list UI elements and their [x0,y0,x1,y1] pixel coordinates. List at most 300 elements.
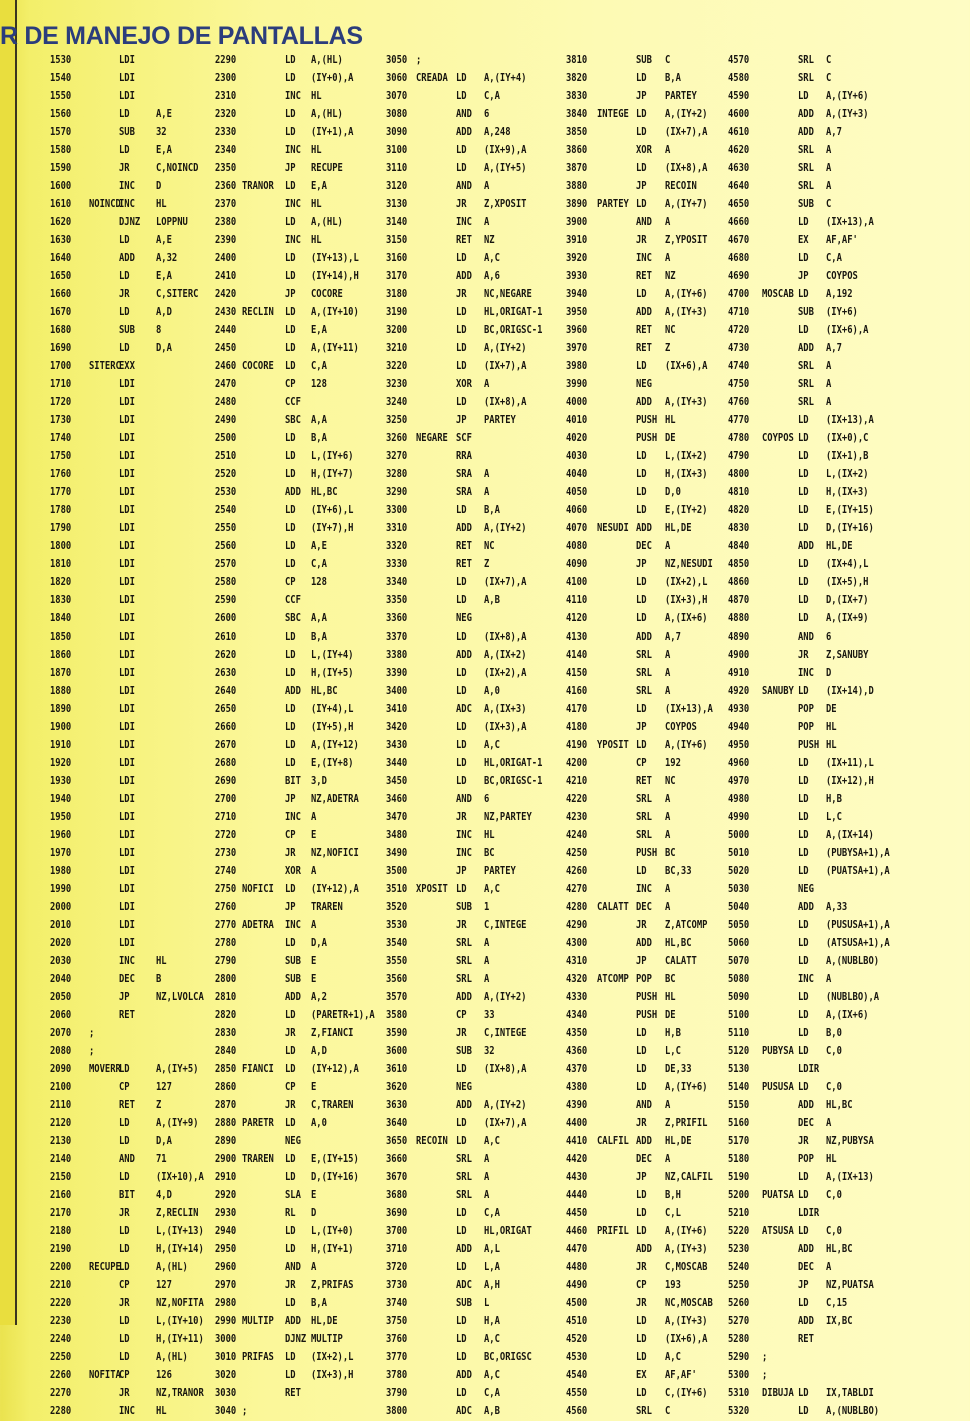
operand: Z,FIANCI [311,1026,354,1039]
line-number: 5110 [728,1026,750,1039]
operand: (IX+8),A [484,1062,527,1075]
opcode: LD [456,576,467,589]
opcode: CP [285,576,296,589]
operand: NC,NEGARE [484,288,532,301]
operand: (IX+2),L [311,1351,354,1364]
opcode: LD [456,1134,467,1147]
label: SITERC [89,360,121,373]
opcode: SRL [798,396,814,409]
line-number: 4610 [728,126,750,139]
line-number: 1860 [50,648,72,661]
page-title: R DE MANEJO DE PANTALLAS [0,22,363,50]
opcode: LD [456,1333,467,1346]
operand: A [665,792,671,805]
line-number: 1910 [50,738,72,751]
line-number: 4670 [728,234,750,247]
operand: 3,D [311,774,327,787]
line-number: 1990 [50,882,72,895]
operand: D,A [156,1134,172,1147]
operand: A,C [484,738,500,751]
operand: A,(IY+3) [665,1243,708,1256]
line-number: 1760 [50,468,72,481]
opcode: JR [456,198,467,211]
line-number: 3420 [386,720,408,733]
line-number: 5030 [728,882,750,895]
line-number: 4410 [566,1134,588,1147]
line-number: 3040 [215,1405,237,1418]
opcode: JR [285,1026,296,1039]
opcode: LDI [119,900,135,913]
opcode: RET [636,324,652,337]
opcode: ADC [456,1405,472,1418]
line-number: 1580 [50,144,72,157]
opcode: JR [119,162,130,175]
operand: A,(HL) [311,216,343,229]
operand: A,C [484,1333,500,1346]
line-number: 1840 [50,612,72,625]
opcode: SLA [285,1188,301,1201]
line-number: 3090 [386,126,408,139]
line-number: 3140 [386,216,408,229]
operand: H,B [826,792,842,805]
line-number: 4630 [728,162,750,175]
opcode: JR [798,648,809,661]
operand: A,(IY+12) [311,738,359,751]
opcode: LD [798,684,809,697]
line-number: 3020 [215,1369,237,1382]
operand: HL,ORIGAT [484,1225,532,1238]
line-number: 1780 [50,504,72,517]
label: ATSUSA [762,1225,794,1238]
label: COYPOS [762,432,794,445]
opcode: LD [456,1225,467,1238]
line-number: 4730 [728,342,750,355]
line-number: 3470 [386,810,408,823]
opcode: LD [456,1207,467,1219]
opcode: ADD [456,126,472,139]
line-number: 2470 [215,378,237,391]
operand: NC,MOSCAB [665,1297,713,1310]
line-number: 2410 [215,270,237,283]
opcode: LD [798,468,809,481]
line-number: 2990 [215,1315,237,1328]
line-number: 4510 [566,1315,588,1328]
label: RECLIN [242,306,274,319]
opcode: JP [636,1170,647,1183]
operand: A,B [484,594,500,607]
operand: D [156,180,162,193]
operand: BC [665,972,676,985]
line-number: 4160 [566,684,588,697]
line-number: 5270 [728,1315,750,1328]
line-number: 2110 [50,1098,72,1111]
opcode: JR [119,1207,130,1219]
opcode: LD [456,594,467,607]
line-number: 4530 [566,1351,588,1364]
line-number: 4370 [566,1062,588,1075]
operand: BC,33 [665,864,692,877]
operand: C,L [665,1207,681,1219]
opcode: INC [119,198,135,211]
line-number: 4840 [728,540,750,553]
opcode: DJNZ [285,1333,307,1346]
line-number: 5080 [728,972,750,985]
page-edge-bar [0,0,16,1325]
opcode: LDI [119,72,135,85]
opcode: LD [456,1387,467,1400]
line-number: 1680 [50,324,72,337]
opcode: JP [119,990,130,1003]
line-number: 5070 [728,954,750,967]
opcode: LD [119,1261,130,1274]
opcode: AND [636,1098,652,1111]
opcode: SRL [636,792,652,805]
line-number: 2720 [215,828,237,841]
operand: A,D [156,306,172,319]
opcode: LD [456,1062,467,1075]
line-number: 4940 [728,720,750,733]
line-number: 3220 [386,360,408,373]
label: COCORE [242,360,274,373]
line-number: 4550 [566,1387,588,1400]
operand: A,A [311,612,327,625]
operand: A,C [484,1134,500,1147]
operand: HL [665,414,676,427]
opcode: AND [456,792,472,805]
opcode: LD [119,1333,130,1346]
opcode: ADD [798,1243,814,1256]
operand: HL [156,1405,167,1418]
line-number: 5140 [728,1080,750,1093]
line-number: 3680 [386,1188,408,1201]
opcode: ADD [798,900,814,913]
operand: E,A [156,144,172,157]
opcode: INC [285,198,301,211]
opcode: SUB [119,126,135,139]
operand: HL [311,198,322,211]
line-number: 3530 [386,918,408,931]
operand: (IX+14),D [826,684,874,697]
line-number: 5060 [728,936,750,949]
operand: HL [311,90,322,103]
line-number: 3320 [386,540,408,553]
line-number: 2210 [50,1279,72,1292]
line-number: 1690 [50,342,72,355]
operand: NZ,CALFIL [665,1170,713,1183]
operand: 4,D [156,1188,172,1201]
line-number: 4560 [566,1405,588,1418]
opcode: LD [456,720,467,733]
operand: (IX+3),H [665,594,708,607]
label: DIBUJA [762,1387,794,1400]
label: MOVERR [89,1062,121,1075]
operand: L,(IX+2) [826,468,869,481]
label: INTEGE [597,108,629,121]
opcode: LD [636,1315,647,1328]
operand: HL [826,720,837,733]
opcode: SRL [798,54,814,66]
operand: B,A [311,630,327,643]
line-number: 3260 [386,432,408,445]
line-number: 1770 [50,486,72,499]
line-number: 4210 [566,774,588,787]
opcode: LD [285,522,296,535]
operand: C,A [311,558,327,571]
opcode: LD [285,648,296,661]
opcode: LD [636,1387,647,1400]
opcode: LDI [119,792,135,805]
line-number: 3480 [386,828,408,841]
operand: DE [665,1008,676,1021]
opcode: NEG [636,378,652,391]
operand: Z [484,558,490,571]
line-number: 4890 [728,630,750,643]
line-number: 3280 [386,468,408,481]
opcode: DEC [636,900,652,913]
opcode: LD [798,1188,809,1201]
operand: A,(HL) [156,1351,188,1364]
operand: A [665,1098,671,1111]
line-number: 4080 [566,540,588,553]
line-number: 5170 [728,1134,750,1147]
opcode: INC [285,90,301,103]
line-number: 4010 [566,414,588,427]
line-number: 2290 [215,54,237,66]
line-number: 4050 [566,486,588,499]
line-number: 3590 [386,1026,408,1039]
operand: (ATSUSA+1),A [826,936,890,949]
line-number: 4920 [728,684,750,697]
line-number: 5320 [728,1405,750,1418]
line-number: 3780 [386,1369,408,1382]
line-number: 4250 [566,846,588,859]
opcode: RRA [456,450,472,463]
opcode: LD [636,72,647,85]
opcode: LDI [119,720,135,733]
line-number: 2560 [215,540,237,553]
operand: A,(IY+5) [484,162,527,175]
line-number: 2920 [215,1188,237,1201]
line-number: 2730 [215,846,237,859]
opcode: JR [456,918,467,931]
opcode: LD [456,756,467,769]
line-number: 1660 [50,288,72,301]
line-number: 2710 [215,810,237,823]
line-number: 5000 [728,828,750,841]
operand: A [484,486,490,499]
operand: A [484,216,490,229]
opcode: LD [798,792,809,805]
opcode: LD [636,288,647,301]
line-number: 3770 [386,1351,408,1364]
operand: A,(IY+2) [484,522,527,535]
operand: IX,TABLDI [826,1387,874,1400]
line-number: 3630 [386,1098,408,1111]
line-number: 2430 [215,306,237,319]
operand: (IX+7),A [665,126,708,139]
line-number: 2090 [50,1062,72,1075]
line-number: 3730 [386,1279,408,1292]
line-number: 2820 [215,1008,237,1021]
opcode: INC [285,810,301,823]
line-number: 4650 [728,198,750,211]
opcode: LD [285,540,296,553]
operand: HL,DE [826,540,853,553]
line-number: 4090 [566,558,588,571]
line-number: 3650 [386,1134,408,1147]
line-number: 3580 [386,1008,408,1021]
operand: RECOIN [665,180,697,193]
opcode: LD [636,162,647,175]
line-number: 2510 [215,450,237,463]
line-number: 3520 [386,900,408,913]
line-number: 1740 [50,432,72,445]
opcode: LD [798,432,809,445]
operand: D,0 [665,486,681,499]
opcode: ADC [456,702,472,715]
opcode: PUSH [636,990,658,1003]
line-number: 2140 [50,1152,72,1165]
operand: A [484,1170,490,1183]
opcode: BIT [285,774,301,787]
operand: NZ,PARTEY [484,810,532,823]
line-number: 2530 [215,486,237,499]
operand: (IY+12),A [311,882,359,895]
operand: A [665,1152,671,1165]
opcode: LD [636,450,647,463]
opcode: LD [798,558,809,571]
opcode: INC [456,846,472,859]
opcode: LDI [119,684,135,697]
line-number: 4380 [566,1080,588,1093]
line-number: 5220 [728,1225,750,1238]
opcode: XOR [456,378,472,391]
opcode: LD [636,504,647,517]
opcode: SRA [456,486,472,499]
line-number: 4950 [728,738,750,751]
opcode: ADD [456,1369,472,1382]
opcode: LD [285,1008,296,1021]
line-number: 4220 [566,792,588,805]
operand: COCORE [311,288,343,301]
operand: D,(IY+16) [311,1170,359,1183]
opcode: LD [456,72,467,85]
opcode: LD [285,54,296,66]
operand: HL [665,990,676,1003]
line-number: 4800 [728,468,750,481]
operand: NC [665,774,676,787]
line-number: 4870 [728,594,750,607]
opcode: SRL [798,180,814,193]
opcode: LD [636,486,647,499]
opcode: LD [636,1080,647,1093]
operand: B,H [665,1188,681,1201]
opcode: CP [285,1080,296,1093]
opcode: JR [119,288,130,301]
line-number: 5020 [728,864,750,877]
line-number: 3800 [386,1405,408,1418]
line-number: 2250 [50,1351,72,1364]
operand: (IX+0),C [826,432,869,445]
line-number: 4760 [728,396,750,409]
line-number: 3300 [386,504,408,517]
operand: L,(IY+10) [156,1315,204,1328]
opcode: POP [798,720,814,733]
line-number: 1630 [50,234,72,247]
opcode: AND [119,1152,135,1165]
opcode: LD [456,1261,467,1274]
operand: A [311,864,317,877]
line-number: 3870 [566,162,588,175]
opcode: LD [456,90,467,103]
operand: HL [826,1152,837,1165]
line-number: 2750 [215,882,237,895]
opcode: ADD [798,108,814,121]
operand: (IY+7),H [311,522,354,535]
line-number: 3930 [566,270,588,283]
opcode: ADD [798,126,814,139]
operand: HL [311,144,322,157]
opcode: LDIR [798,1062,820,1075]
opcode: LD [456,774,467,787]
opcode: LD [456,306,467,319]
line-number: 3760 [386,1333,408,1346]
operand: A,192 [826,288,853,301]
operand: A [665,648,671,661]
line-number: 3750 [386,1315,408,1328]
opcode: LD [119,108,130,121]
opcode: NEG [456,612,472,625]
opcode: JP [285,288,296,301]
operand: C [826,54,832,66]
opcode: LD [119,234,130,247]
operand: A [665,900,671,913]
operand: NZ,ADETRA [311,792,359,805]
line-number: 3030 [215,1387,237,1400]
line-number: 2780 [215,936,237,949]
opcode: RET [456,234,472,247]
opcode: LD [798,1405,809,1418]
line-number: 3610 [386,1062,408,1075]
opcode: DEC [798,1261,814,1274]
operand: A,(IY+3) [665,1315,708,1328]
operand: A,(IY+11) [311,342,359,355]
opcode: LD [285,450,296,463]
line-number: 1800 [50,540,72,553]
line-number: 4660 [728,216,750,229]
opcode: LD [798,1080,809,1093]
operand: 6 [826,630,832,643]
line-number: 2850 [215,1062,237,1075]
opcode: ADD [636,306,652,319]
line-number: 4120 [566,612,588,625]
opcode: LDI [119,450,135,463]
operand: A [826,378,832,391]
operand: LOPPNU [156,216,188,229]
operand: A,(IX+6) [826,1008,869,1021]
line-number: 2800 [215,972,237,985]
operand: C,A [826,252,842,265]
line-number: 3240 [386,396,408,409]
operand: HL,DE [311,1315,338,1328]
opcode: PUSH [636,414,658,427]
operand: HL,ORIGAT-1 [484,756,543,769]
opcode: LD [285,1062,296,1075]
operand: H,(IX+3) [665,468,708,481]
opcode: ADD [285,990,301,1003]
line-number: 2540 [215,504,237,517]
line-number: 3490 [386,846,408,859]
